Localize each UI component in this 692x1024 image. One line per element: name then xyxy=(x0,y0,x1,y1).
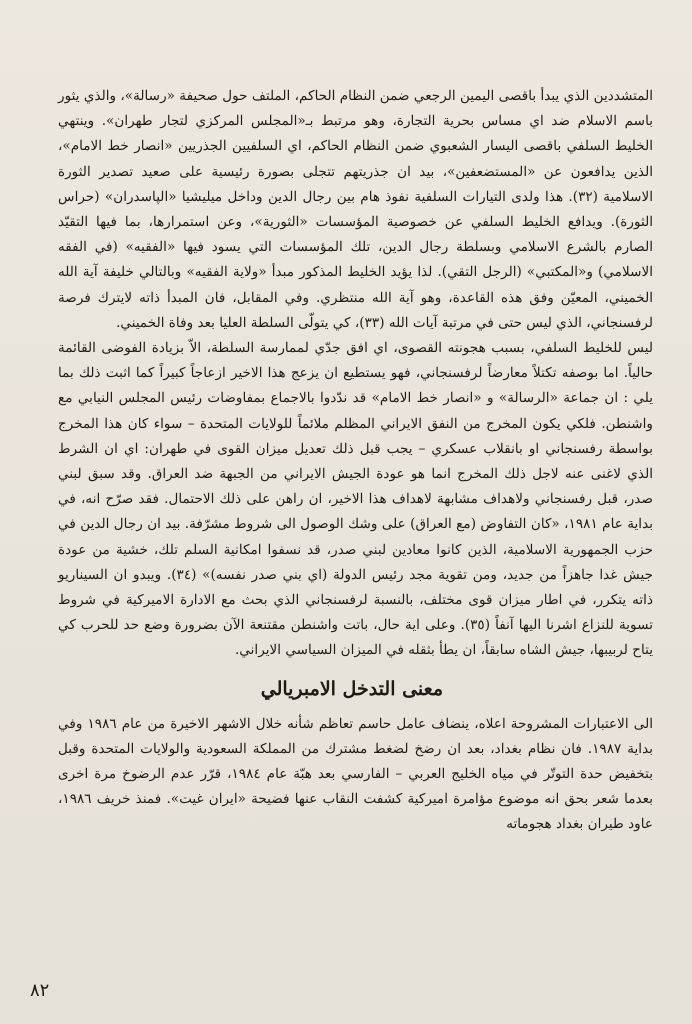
paragraph-3: الى الاعتبارات المشروحة اعلاه، ينضاف عامل حاسم تعاظم شأنه خلال الاشهر الاخيرة من عام ١٩٨٦ وفي بداية ١٩٨٧. فان نظام بغداد، بعد ان رضخ لضغط مشترك من المملكة السعودية والولايات المتحدة وقبل بتخفيض حدة التوتّر في مياه الخليج العربي – الفارسي بعد هبّة عام ١٩٨٤، قرّر عدم الرضوخ مرة اخرى بعدما شعر بحق انه موضوع مؤامرة اميركية كشفت النقاب عنها فضيحة «ايران غيت». فمنذ خريف ١٩٨٦، عاود طيران بغداد هجوماته xyxy=(58,715,654,833)
paragraph-2: ليس للخليط السلفي، بسبب هجونته القصوى، اي افق جدّي لممارسة السلطة، الاّ بزيادة الفوضى القائمة حالياً. اما بوصفه تكتلاً معارضاً لرفسنجاني، فهو يستطيع ان يزعج هذا الاخير ازعاجاً كبيراً كما اثبت ذلك بما يلي : ان جماعة «الرسالة» و «انصار خط الامام» قد ندّدوا بالاجماع بمفاوضات رئيس المجلس النيابي مع واشنطن. فلكي يكون المخرج من النفق الايراني المظلم ملائماً للولايات المتحدة – سواء كان هذا المخرج بواسطة رفسنجاني او بانقلاب عسكري – يجب قبل ذلك تعديل ميزان القوى في طهران: اي ان الشرط الذي لاغنى عنه لاجل ذلك المخرج انما هو عودة الجيش الايراني من الجبهة ضد العراق. وقد سبق لبني صدر، قبل رفسنجاني ولاهداف مشابهة لاهداف هذا الاخير، ان راهن على ذلك الاحتمال. فقد صرّح انه، في بداية عام ١٩٨١، «كان التفاوض (مع العراق) على وشك الوصول الى شروط مشرّفة. بيد ان رجال الدين في حزب الجمهورية الاسلامية، الذين كانوا معادين لبني صدر، قد نسفوا امكانية السلم تلك، خشية من عودة جيش غدا جاهزاً من جديد، ومن تقوية مجد رئيس الدولة (اي بني صدر نفسه)» (٣٤). ويبدو ان السيناريو ذاته يتكرر، في اطار ميزان قوى مختلف، بالنسبة لرفسنجاني الذي بحث مع الادارة الاميركية في شروط تسوية للنزاع اشرنا اليها آنفاً (٣٥). وعلى اية حال، باتت واشنطن مقتنعة الآن بضرورة وضع حد للحرب كي يتاح لربيبها، جيش الشاه سابقاً، ان يطأ بثقله في الميزان السياسي الايراني. xyxy=(58,340,653,659)
section-heading: معنى التدخل الامبريالي xyxy=(260,677,443,700)
page-number: ٨٢ xyxy=(30,980,50,1001)
body-text xyxy=(58,84,653,838)
paragraph-1: المتشددين الذي يبدأ باقصى اليمين الرجعي ضمن النظام الحاكم، الملتف حول صحيفة «رسالة»، والذي يثور باسم الاسلام ضد اي مساس بحرية التجارة، وهو مرتبط بـ«المجلس المركزي لتجار طهران». وينتهي الخليط السلفي باقصى اليسار الشعبوي ضمن النظام الحاكم، اي السلفيين الجذريين «انصار خط الامام»، الذين يدافعون عن «المستضعفين»، بيد ان جذريتهم تتجلى بصورة رئيسية على صعيد تصدير الثورة الاسلامية (٣٢). هذا ولدى التيارات السلفية نفوذ هام بين رجال الدين وداخل ميليشيا «الپاسدران» (حراس الثورة). ويدافع الخليط السلفي عن خصوصية المؤسسات «الثورية»، وعن استمرارها، بما فيها التقيّد الصارم بالشرع الاسلامي وبسلطة رجال الدين، تلك المؤسسات التي يسود فيها «الفقيه» (في الفقه الاسلامي) و«المكتبي» (الرجل التقي). لذا يؤيد الخليط المذكور مبدأ «ولاية الفقيه» وبالتالي خليفة آية الله الخميني، المعيّن وفق هذه القاعدة، وهو آية الله منتظري. وفي المقابل، فان المبدأ ذاته لايترك فرصة لرفسنجاني، الذي ليس حتى في مرتبة آيات الله (٣٣)، كي يتولّى السلطة العليا بعد وفاة الخميني. xyxy=(58,88,653,331)
